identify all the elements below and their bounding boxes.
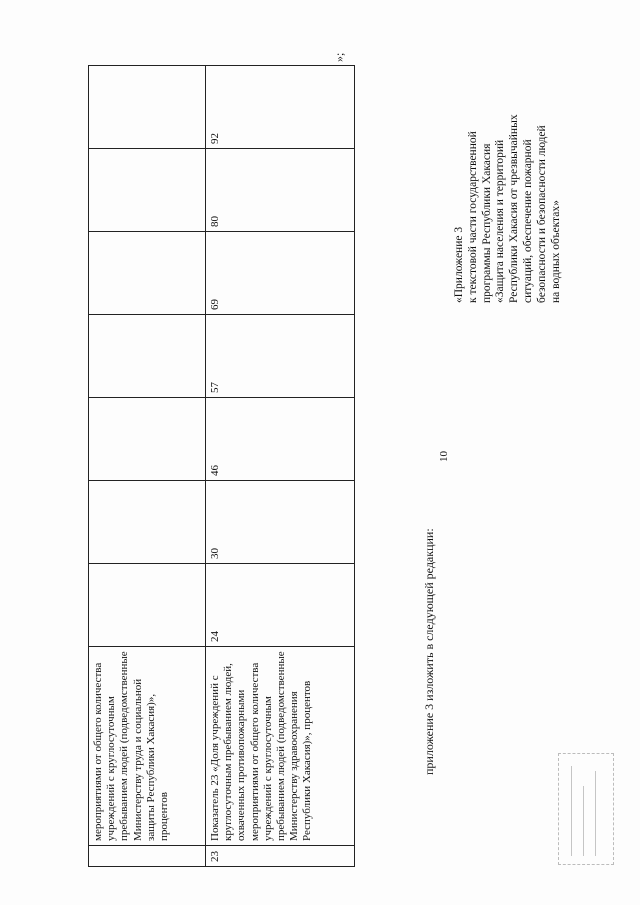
value-cell [89, 564, 206, 647]
appendix-line: Республики Хакасия от чрезвычайных [508, 114, 521, 303]
value-cell: 24 [206, 564, 355, 647]
value-cell [89, 398, 206, 481]
row-number-cell: 23 [206, 846, 355, 867]
indicator-description-cell: Показатель 23 «Доля учреждений с круглосуточным пребыванием людей, охваченных противопожарными мероприятиями от общего количества учреждений с круглосуточным пребыванием людей (подведомственные Министерству здравоохранения Республики Хакасия)», процентов [206, 647, 355, 846]
appendix-line: на водных объектах» [549, 200, 562, 303]
page-number: 10 [438, 451, 450, 462]
appendix-line: программы Республики Хакасия [480, 143, 493, 303]
value-cell [89, 481, 206, 564]
value-cell [89, 66, 206, 149]
appendix-line: к текстовой части государственной [466, 131, 479, 303]
value-cell: 92 [206, 66, 355, 149]
table-row [89, 66, 206, 867]
amendment-instruction: приложение 3 изложить в следующей редакции: [422, 528, 436, 775]
row-number-cell [89, 846, 206, 867]
value-cell [89, 232, 206, 315]
value-cell: 80 [206, 149, 355, 232]
appendix-line: «Приложение 3 [453, 226, 465, 303]
value-cell [89, 315, 206, 398]
appendix-line: «Защита населения и территорий [494, 139, 507, 303]
table-row [206, 66, 355, 867]
value-cell: 30 [206, 481, 355, 564]
value-cell [89, 149, 206, 232]
value-cell: 69 [206, 232, 355, 315]
indicator-description-cell: мероприятиями от общего количества учреждений с круглосуточным пребыванием людей (подведомственные Министерству труда и социальной защиты Республики Хакасия)», процентов [89, 647, 206, 846]
value-cell: 46 [206, 398, 355, 481]
indicator-table [88, 65, 355, 867]
appendix-line: ситуаций, обеспечение пожарной [521, 139, 534, 303]
value-cell: 57 [206, 315, 355, 398]
closing-quote-mark: »; [332, 52, 346, 62]
appendix-line: безопасности и безопасности людей [535, 125, 548, 303]
approval-stamp [558, 753, 614, 865]
appendix-heading [453, 3, 563, 303]
